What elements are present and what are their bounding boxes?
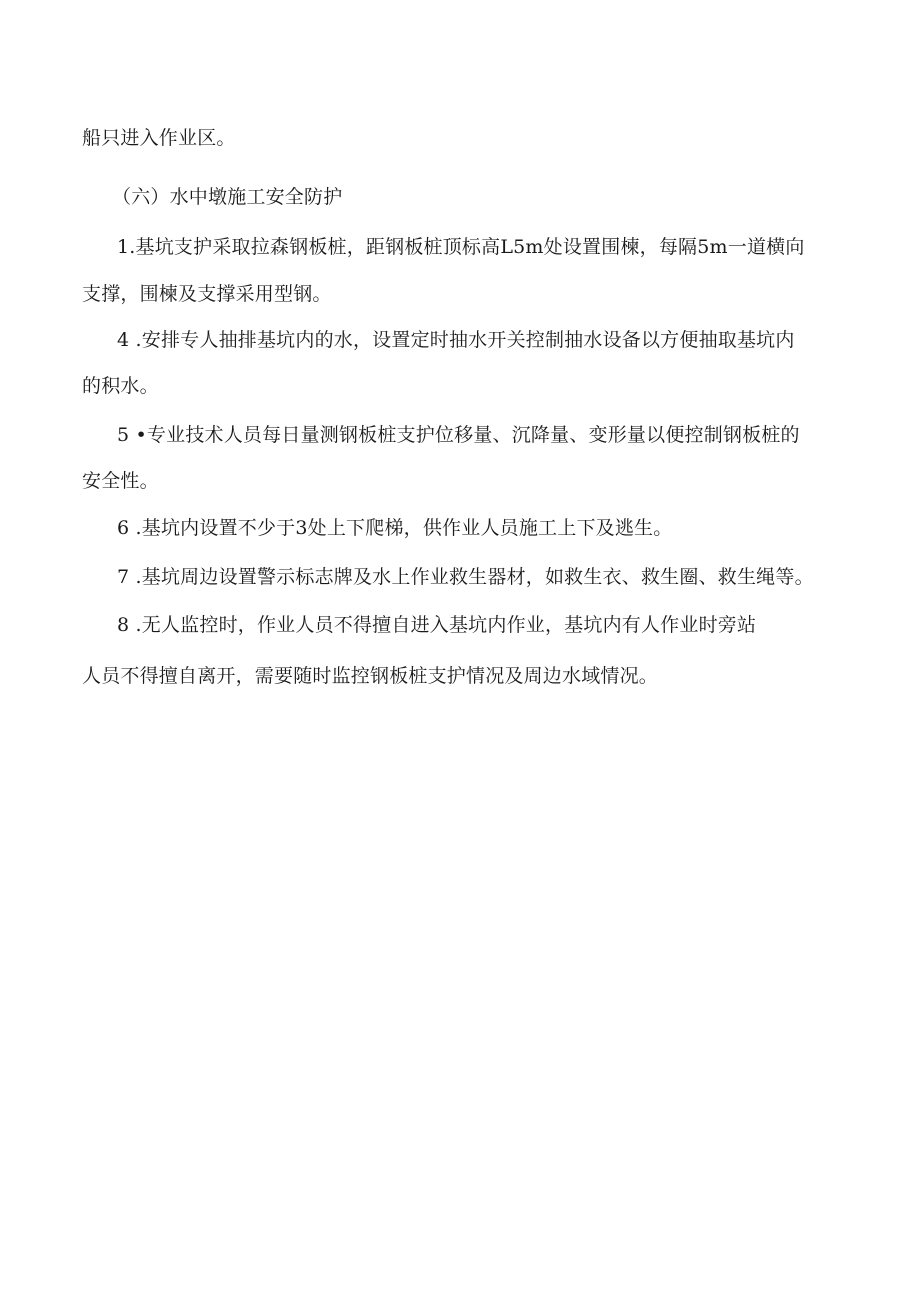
item-1-line-2: 支撑，围楝及支撑采用型钢。 (82, 283, 332, 305)
item-4-line-1: 4 .安排专人抽排基坑内的水，设置定时抽水开关控制抽水设备以方便抽取基坑内 (117, 329, 795, 351)
section-heading: （六）水中墩施工安全防护 (112, 186, 343, 208)
continuation-paragraph: 船只进入作业区。 (82, 127, 236, 149)
item-8-line-1: 8 .无人监控时，作业人员不得擅自进入基坑内作业，基坑内有人作业时旁站 (117, 614, 757, 636)
item-8-line-2: 人员不得擅自离开，需要随时监控钢板桩支护情况及周边水域情况。 (82, 665, 659, 687)
item-7-line-1: 7 .基坑周边设置警示标志牌及水上作业救生器材，如救生衣、救生圈、救生绳等。 (117, 566, 814, 588)
item-5-line-1: 5 •专业技术人员每日量测钢板桩支护位移量、沉降量、变形量以便控制钢板桩的 (117, 424, 800, 446)
item-5-line-2: 安全性。 (82, 470, 159, 492)
item-4-line-2: 的积水。 (82, 375, 159, 397)
item-6-line-1: 6 .基坑内设置不少于3处上下爬梯，供作业人员施工上下及逃生。 (117, 517, 673, 539)
item-1-line-1: 1.基坑支护采取拉森钢板桩，距钢板桩顶标高L5m处设置围楝，每隔5m一道横向 (117, 236, 805, 258)
